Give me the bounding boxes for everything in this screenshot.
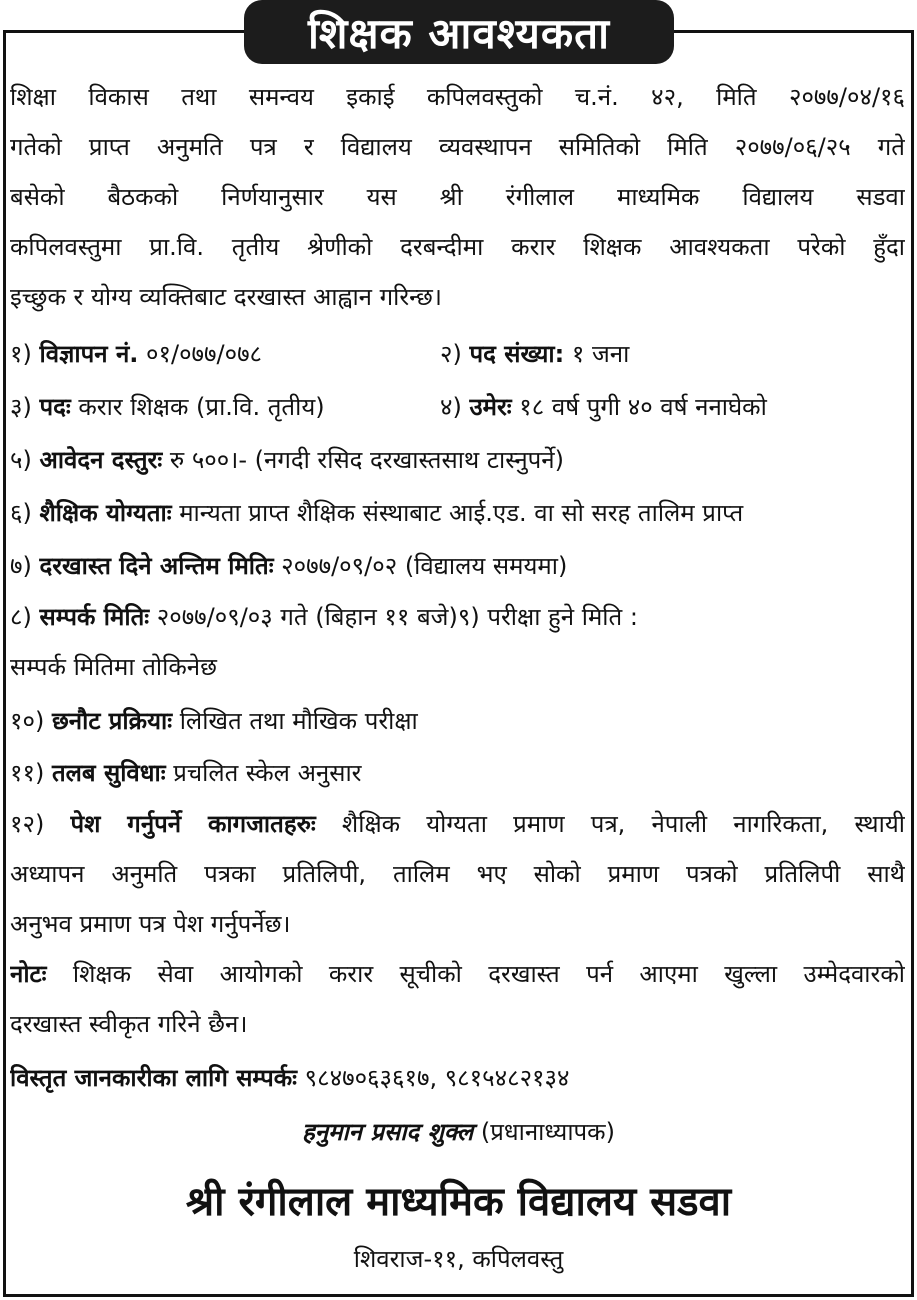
item-post: ३) पदः करार शिक्षक (प्रा.वि. तृतीय) ४) उमेरः १८ वर्ष पुगी ४० वर्ष ननाघेको xyxy=(10,383,905,431)
school-address: शिवराज-११, कपिलवस्तु xyxy=(353,1245,564,1273)
item-application-fee: ५) आवेदन दस्तुरः रु ५००।- (नगदी रसिद दरखास्तसाथ टास्नुपर्ने) xyxy=(10,446,564,474)
contact-info: विस्तृत जानकारीका लागि सम्पर्कः ९८४७०६३६१७, ९८१५४८२१३४ xyxy=(10,1064,570,1092)
item-advertisement-no: १) विज्ञापन नं. ०१/०७७/०७८ २) पद संख्या: १ जना xyxy=(10,330,905,378)
school-name: श्री रंगीलाल माध्यमिक विद्यालय सडवा xyxy=(185,1179,732,1225)
item-salary: ११) तलब सुविधाः प्रचलित स्केल अनुसार xyxy=(10,759,362,787)
item-contact-date: ८) सम्पर्क मितिः २०७७/०९/०३ गते (बिहान ११ बजे)९) परीक्षा हुने मिति : xyxy=(10,603,638,631)
item-documents-continued: अध्यापन अनुमति पत्रका प्रतिलिपी, तालिम भए सोको प्रमाण पत्रको प्रतिलिपी साथै xyxy=(10,860,905,888)
intro-line: इच्छुक र योग्य व्यक्तिबाट दरखास्त आह्वान गरिन्छ। xyxy=(10,283,442,311)
item-post-count: २) पद संख्या: १ जना xyxy=(440,340,630,368)
item-selection-process: १०) छनौट प्रक्रियाः लिखित तथा मौखिक परीक्षा xyxy=(10,707,418,735)
item-documents: १२) पेश गर्नुपर्ने कागजातहरुः शैक्षिक योग्यता प्रमाण पत्र, नेपाली नागरिकता, स्थायी xyxy=(10,810,905,838)
notice-title: शिक्षक आवश्यकता xyxy=(244,0,674,64)
note-continued: दरखास्त स्वीकृत गरिने छैन। xyxy=(10,1010,248,1038)
note: नोटः शिक्षक सेवा आयोगको करार सूचीको दरखास्त पर्न आएमा खुल्ला उम्मेदवारको xyxy=(10,960,905,988)
intro-line: बसेको बैठकको निर्णयानुसार यस श्री रंगीलाल माध्यमिक विद्यालय सडवा xyxy=(10,183,905,211)
item-documents-continued: अनुभव प्रमाण पत्र पेश गर्नुपर्नेछ। xyxy=(10,910,291,938)
signatory: हनुमान प्रसाद शुक्ल (प्रधानाध्यापक) xyxy=(302,1118,615,1146)
intro-line: शिक्षा विकास तथा समन्वय इकाई कपिलवस्तुको च.नं. ४२, मिति २०७७/०४/१६ xyxy=(10,83,905,111)
item-exam-date-continued: सम्पर्क मितिमा तोकिनेछ xyxy=(10,653,217,681)
item-qualification: ६) शैक्षिक योग्यताः मान्यता प्राप्त शैक्षिक संस्थाबाट आई.एड. वा सो सरह तालिम प्राप्त xyxy=(10,499,744,527)
item-deadline: ७) दरखास्त दिने अन्तिम मितिः २०७७/०९/०२ (विद्यालय समयमा) xyxy=(10,552,568,580)
intro-line: कपिलवस्तुमा प्रा.वि. तृतीय श्रेणीको दरबन्दीमा करार शिक्षक आवश्यकता परेको हुँदा xyxy=(10,233,905,261)
intro-line: गतेको प्राप्त अनुमति पत्र र विद्यालय व्यवस्थापन समितिको मिति २०७७/०६/२५ गते xyxy=(10,133,905,161)
item-age: ४) उमेरः १८ वर्ष पुगी ४० वर्ष ननाघेको xyxy=(440,393,767,421)
